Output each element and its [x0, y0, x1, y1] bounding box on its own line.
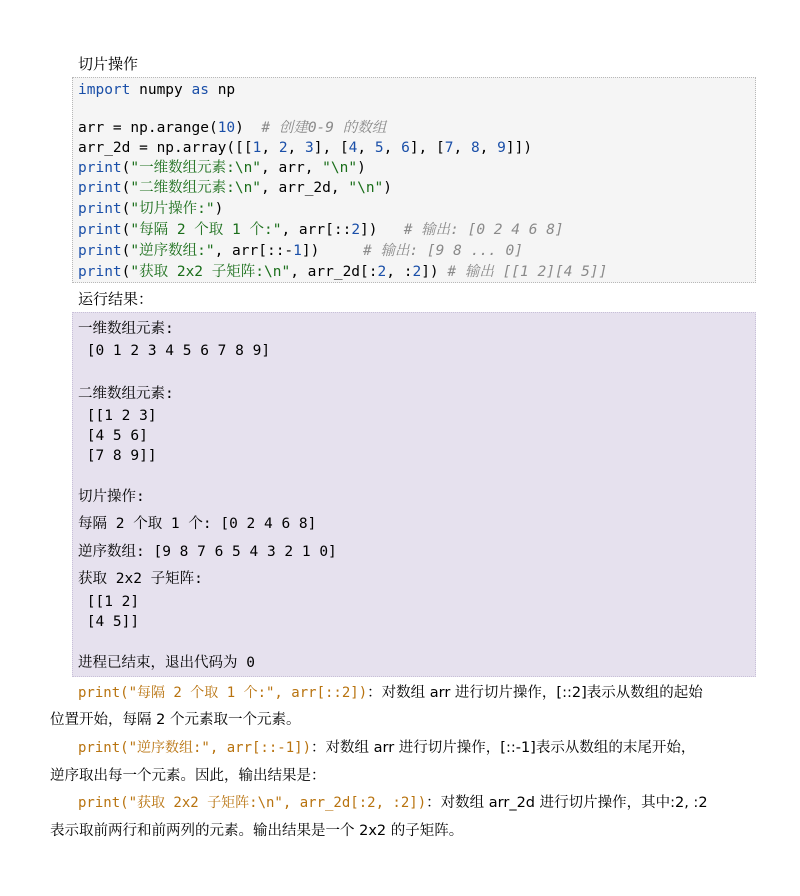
explanation-paragraph: 逆序取出每一个元素。因此，输出结果是： — [50, 768, 326, 784]
code-text: , : — [386, 264, 413, 280]
code-text: ) — [235, 120, 262, 136]
output-line: 一维数组元素: — [78, 321, 174, 337]
string: "\n" — [348, 180, 384, 196]
number: 10 — [217, 120, 236, 136]
code-line — [78, 178, 392, 198]
output-line: 获取 2x2 子矩阵: — [78, 571, 203, 587]
code-text: ( — [121, 264, 131, 280]
number: 2 — [412, 264, 422, 280]
explanation-paragraph — [78, 793, 760, 813]
number: 2 — [278, 140, 288, 156]
code-line — [78, 138, 532, 158]
function: print — [78, 222, 122, 238]
result-title: 运行结果： — [78, 290, 154, 308]
output-line: 切片操作: — [78, 489, 145, 505]
code-text: ], [ — [313, 140, 349, 156]
code-text: ], [ — [409, 140, 445, 156]
number: 4 — [348, 140, 358, 156]
code-line — [78, 158, 366, 178]
code-text: ) — [357, 160, 366, 176]
explanation-paragraph: 位置开始，每隔 2 个元素取一个元素。 — [50, 712, 301, 728]
code-text: numpy — [130, 82, 192, 98]
code-text: , — [357, 140, 375, 156]
explanation-paragraph: 表示取前两行和前两列的元素。输出结果是一个 2x2 的子矩阵。 — [50, 823, 464, 839]
code-text: , arr_2d[: — [290, 264, 378, 280]
code-text: np — [208, 82, 236, 98]
number: 5 — [374, 140, 384, 156]
output-line: 逆序数组: [9 8 7 6 5 4 3 2 1 0] — [78, 544, 337, 560]
output-line: [[1 2] — [78, 594, 140, 610]
code-text: , — [453, 140, 471, 156]
string: "切片操作:" — [130, 201, 215, 217]
output-line: 二维数组元素: — [78, 386, 174, 402]
code-text: ( — [121, 160, 131, 176]
code-line — [78, 118, 386, 138]
code-text: ]) — [301, 243, 364, 259]
output-line: [7 8 9]] — [78, 448, 157, 464]
keyword: as — [191, 82, 209, 98]
code-text: ) — [383, 180, 393, 196]
keyword: import — [78, 82, 131, 98]
string: "获取 2x2 子矩阵:\n" — [130, 264, 291, 280]
comment: # 输出: [9 8 ... 0] — [363, 243, 523, 259]
number: 3 — [305, 140, 314, 156]
code-line — [78, 262, 607, 282]
code-text: , arr[:: — [281, 222, 352, 238]
code-text: ( — [121, 222, 131, 238]
number: 2 — [377, 264, 387, 280]
code-text: arr_2d = np.array([[ — [78, 140, 253, 156]
code-text: ) — [214, 201, 224, 217]
code-line — [78, 241, 523, 261]
explanation-text: ：对数组 arr 进行切片操作，[::2]表示从数组的起始 — [367, 685, 703, 701]
explanation-text: ：对数组 arr 进行切片操作，[::-1]表示从数组的末尾开始， — [311, 740, 696, 756]
number: 9 — [497, 140, 506, 156]
inline-code: print("每隔 2 个取 1 个:", arr[::2]) — [78, 685, 368, 701]
code-line — [78, 220, 564, 240]
code-text: , arr[::- — [214, 243, 294, 259]
string: "二维数组元素:\n" — [130, 180, 262, 196]
comment: # 创建0-9 的数组 — [261, 120, 387, 136]
comment: # 输出 [[1 2][4 5]] — [447, 264, 608, 280]
code-text: , — [479, 140, 498, 156]
number: 8 — [470, 140, 480, 156]
section-title: 切片操作 — [78, 55, 139, 73]
code-text: ( — [121, 180, 131, 196]
function: print — [78, 180, 122, 196]
explanation-text: ：对数组 arr_2d 进行切片操作，其中:2, :2 — [426, 795, 708, 811]
output-line: [4 5 6] — [78, 428, 148, 444]
code-text: , — [383, 140, 402, 156]
function: print — [78, 243, 122, 259]
comment: # 输出: [0 2 4 6 8] — [403, 222, 564, 238]
code-text: , — [287, 140, 306, 156]
code-text: arr = np.arange( — [78, 120, 218, 136]
code-text: , — [261, 140, 279, 156]
function: print — [78, 264, 122, 280]
output-line: [[1 2 3] — [78, 408, 157, 424]
inline-code: print("逆序数组:", arr[::-1]) — [78, 740, 312, 756]
code-text: ( — [121, 201, 131, 217]
code-text: ]]) — [505, 140, 533, 156]
code-text: ( — [121, 243, 131, 259]
number: 6 — [401, 140, 410, 156]
output-line: 每隔 2 个取 1 个: [0 2 4 6 8] — [78, 516, 317, 532]
number: 1 — [252, 140, 262, 156]
code-line — [78, 80, 235, 100]
output-line: [4 5]] — [78, 614, 140, 630]
explanation-paragraph — [78, 683, 760, 703]
code-text: ]) — [421, 264, 448, 280]
inline-code: print("获取 2x2 子矩阵:\n", arr_2d[:2, :2]) — [78, 795, 427, 811]
output-block — [72, 312, 756, 677]
string: "\n" — [322, 160, 358, 176]
number: 2 — [351, 222, 361, 238]
code-text: ]) — [360, 222, 404, 238]
string: "一维数组元素:\n" — [130, 160, 262, 176]
explanation-paragraph — [78, 738, 760, 758]
function: print — [78, 160, 122, 176]
function: print — [78, 201, 122, 217]
string: "逆序数组:" — [130, 243, 215, 259]
code-text: , arr_2d, — [261, 180, 349, 196]
code-text: , arr, — [261, 160, 323, 176]
number: 1 — [293, 243, 302, 259]
number: 7 — [444, 140, 454, 156]
code-line — [78, 199, 223, 219]
output-line: 进程已结束，退出代码为 0 — [78, 655, 255, 671]
code-block — [72, 77, 756, 283]
output-line: [0 1 2 3 4 5 6 7 8 9] — [78, 343, 271, 359]
string: "每隔 2 个取 1 个:" — [130, 222, 282, 238]
